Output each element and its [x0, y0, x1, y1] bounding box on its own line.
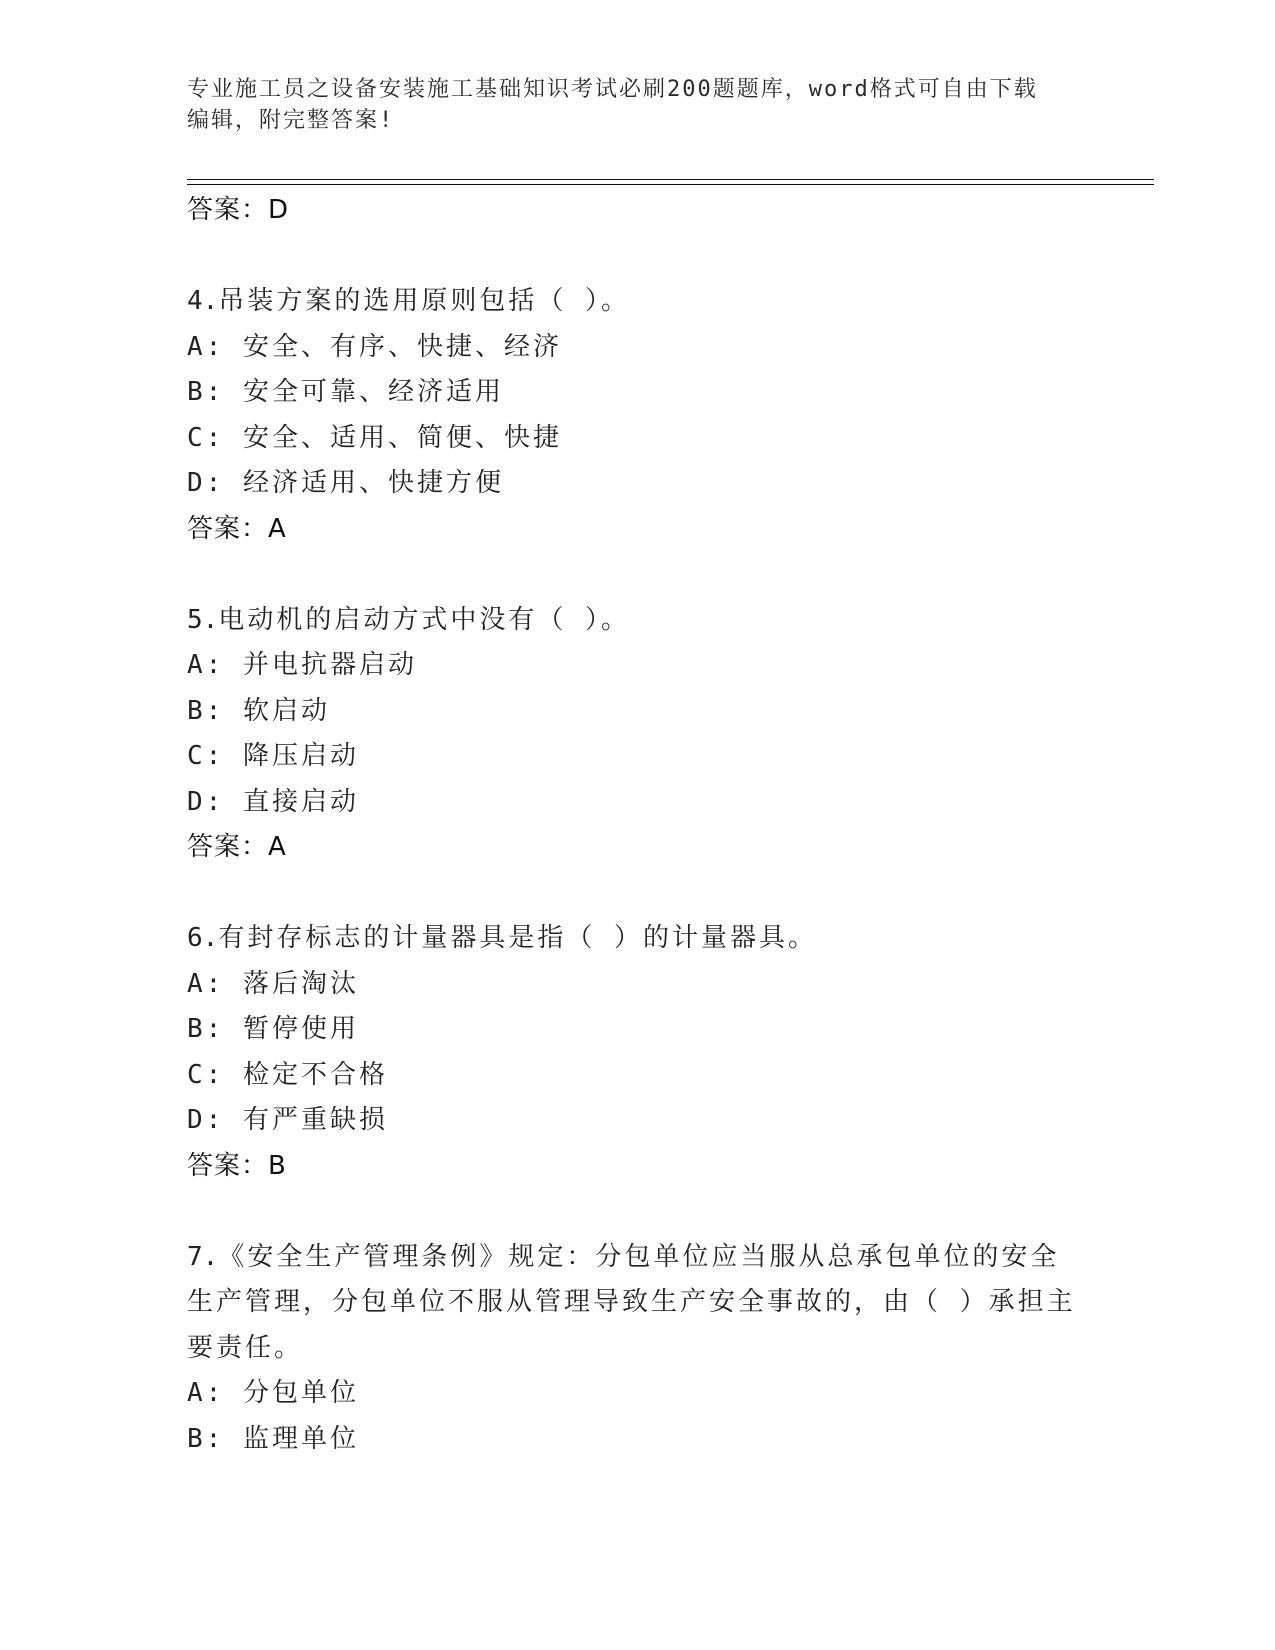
answer-value: A [268, 513, 287, 544]
answer-value: B [268, 1150, 287, 1181]
option-key: C: [187, 1059, 225, 1090]
question-number: 5. [187, 604, 219, 635]
option-a [187, 325, 1087, 371]
option-a [187, 1371, 1087, 1417]
option-text: 经济适用、快捷方便 [242, 468, 504, 498]
option-a [187, 643, 1087, 689]
answer [187, 825, 1087, 871]
option-b [187, 689, 1087, 735]
option-c [187, 734, 1087, 780]
question-number: 4. [187, 286, 219, 316]
answer-label: 答案： [187, 195, 269, 225]
option-key: B: [187, 377, 225, 407]
option-key: D: [187, 468, 225, 498]
header-title-line-1: 专业施工员之设备安装施工基础知识考试必刷200题题库，word格式可自由下载 [187, 77, 1038, 102]
document-header [187, 74, 1067, 136]
question-list [187, 188, 1087, 1462]
answer-value: D [268, 195, 290, 225]
answer [187, 507, 1087, 553]
option-text: 监理单位 [242, 1423, 359, 1454]
question-stem-line-2: 生产管理，分包单位不服从管理导致生产安全事故的，由（ ）承担主 [187, 1287, 1076, 1317]
option-key: D: [187, 786, 225, 817]
option-b [187, 1007, 1087, 1053]
option-key: C: [187, 741, 225, 771]
option-key: A: [187, 331, 225, 362]
question-4 [187, 279, 1087, 552]
option-text: 分包单位 [242, 1378, 359, 1408]
option-text: 软启动 [242, 695, 330, 726]
option-a [187, 962, 1087, 1008]
option-key: A: [187, 1378, 225, 1408]
spacer [187, 552, 1087, 598]
question-number: 7. [187, 1241, 219, 1272]
option-text: 安全、适用、简便、快捷 [242, 422, 562, 453]
question-text: 电动机的启动方式中没有（ ）。 [218, 604, 630, 635]
question-5 [187, 598, 1087, 871]
answer-label: 答案： [187, 1150, 269, 1181]
answer-value: A [268, 832, 287, 862]
option-key: D: [187, 1105, 225, 1135]
spacer [187, 234, 1087, 280]
option-text: 安全可靠、经济适用 [242, 377, 504, 407]
question-text: 有封存标志的计量器具是指（ ）的计量器具。 [218, 923, 817, 953]
option-key: A: [187, 968, 225, 999]
option-c [187, 416, 1087, 462]
question-number: 6. [187, 923, 219, 953]
header-divider [187, 179, 1154, 185]
option-text: 直接启动 [242, 786, 359, 817]
option-text: 有严重缺损 [242, 1105, 388, 1135]
option-text: 降压启动 [242, 741, 359, 771]
question-stem-line-3: 要责任。 [187, 1332, 304, 1363]
option-d [187, 461, 1087, 507]
option-b [187, 1417, 1087, 1463]
option-key: C: [187, 422, 225, 453]
header-title-line-2: 编辑，附完整答案! [187, 108, 395, 133]
answer-label: 答案： [187, 513, 269, 544]
answer-label: 答案： [187, 832, 269, 862]
question-text: 《安全生产管理条例》规定：分包单位应当服从总承包单位的安全 [218, 1241, 1060, 1272]
question-6 [187, 916, 1087, 1189]
option-text: 检定不合格 [242, 1059, 388, 1090]
question-stem [187, 279, 1087, 325]
option-text: 暂停使用 [242, 1014, 359, 1044]
question-stem [187, 916, 1087, 962]
answer-previous [187, 188, 1087, 234]
option-b [187, 370, 1087, 416]
answer [187, 1144, 1087, 1190]
question-stem [187, 598, 1087, 644]
option-key: A: [187, 650, 225, 680]
option-text: 落后淘汰 [242, 968, 359, 999]
option-d [187, 1098, 1087, 1144]
option-c [187, 1053, 1087, 1099]
question-7 [187, 1235, 1087, 1463]
option-key: B: [187, 1423, 225, 1454]
question-text: 吊装方案的选用原则包括（ ）。 [218, 286, 630, 316]
spacer [187, 1189, 1087, 1235]
option-key: B: [187, 695, 225, 726]
option-text: 并电抗器启动 [242, 650, 417, 680]
option-text: 安全、有序、快捷、经济 [242, 331, 562, 362]
question-stem-line-1 [187, 1235, 1087, 1281]
option-key: B: [187, 1014, 225, 1044]
spacer [187, 871, 1087, 917]
option-d [187, 780, 1087, 826]
